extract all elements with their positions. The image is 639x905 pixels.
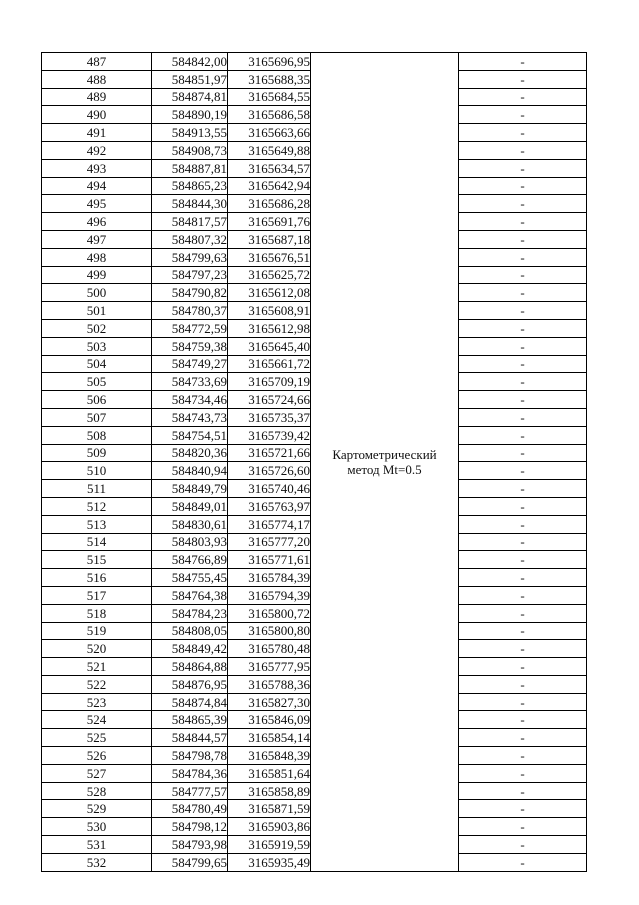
note-cell: - bbox=[459, 195, 587, 213]
note-cell: - bbox=[459, 533, 587, 551]
y-coordinate-cell: 3165784,39 bbox=[228, 569, 311, 587]
note-cell: - bbox=[459, 373, 587, 391]
point-number-cell: 518 bbox=[42, 604, 152, 622]
point-number-cell: 520 bbox=[42, 640, 152, 658]
x-coordinate-cell: 584764,38 bbox=[152, 586, 228, 604]
y-coordinate-cell: 3165854,14 bbox=[228, 729, 311, 747]
point-number-cell: 494 bbox=[42, 177, 152, 195]
x-coordinate-cell: 584807,32 bbox=[152, 230, 228, 248]
point-number-cell: 519 bbox=[42, 622, 152, 640]
y-coordinate-cell: 3165780,48 bbox=[228, 640, 311, 658]
note-cell: - bbox=[459, 141, 587, 159]
note-cell: - bbox=[459, 658, 587, 676]
x-coordinate-cell: 584798,78 bbox=[152, 747, 228, 765]
x-coordinate-cell: 584817,57 bbox=[152, 213, 228, 231]
point-number-cell: 490 bbox=[42, 106, 152, 124]
point-number-cell: 502 bbox=[42, 319, 152, 337]
x-coordinate-cell: 584820,36 bbox=[152, 444, 228, 462]
y-coordinate-cell: 3165726,60 bbox=[228, 462, 311, 480]
point-number-cell: 495 bbox=[42, 195, 152, 213]
x-coordinate-cell: 584799,65 bbox=[152, 853, 228, 871]
y-coordinate-cell: 3165691,76 bbox=[228, 213, 311, 231]
x-coordinate-cell: 584808,05 bbox=[152, 622, 228, 640]
point-number-cell: 496 bbox=[42, 213, 152, 231]
note-cell: - bbox=[459, 391, 587, 409]
x-coordinate-cell: 584840,94 bbox=[152, 462, 228, 480]
y-coordinate-cell: 3165935,49 bbox=[228, 853, 311, 871]
x-coordinate-cell: 584874,84 bbox=[152, 693, 228, 711]
y-coordinate-cell: 3165858,89 bbox=[228, 782, 311, 800]
point-number-cell: 521 bbox=[42, 658, 152, 676]
point-number-cell: 526 bbox=[42, 747, 152, 765]
point-number-cell: 488 bbox=[42, 70, 152, 88]
point-number-cell: 497 bbox=[42, 230, 152, 248]
point-number-cell: 532 bbox=[42, 853, 152, 871]
x-coordinate-cell: 584793,98 bbox=[152, 836, 228, 854]
y-coordinate-cell: 3165788,36 bbox=[228, 675, 311, 693]
point-number-cell: 529 bbox=[42, 800, 152, 818]
point-number-cell: 501 bbox=[42, 302, 152, 320]
note-cell: - bbox=[459, 124, 587, 142]
y-coordinate-cell: 3165777,95 bbox=[228, 658, 311, 676]
x-coordinate-cell: 584803,93 bbox=[152, 533, 228, 551]
x-coordinate-cell: 584844,30 bbox=[152, 195, 228, 213]
note-cell: - bbox=[459, 711, 587, 729]
x-coordinate-cell: 584799,63 bbox=[152, 248, 228, 266]
point-number-cell: 487 bbox=[42, 53, 152, 71]
x-coordinate-cell: 584876,95 bbox=[152, 675, 228, 693]
note-cell: - bbox=[459, 248, 587, 266]
note-cell: - bbox=[459, 70, 587, 88]
x-coordinate-cell: 584743,73 bbox=[152, 408, 228, 426]
x-coordinate-cell: 584784,36 bbox=[152, 764, 228, 782]
note-cell: - bbox=[459, 408, 587, 426]
y-coordinate-cell: 3165663,66 bbox=[228, 124, 311, 142]
y-coordinate-cell: 3165735,37 bbox=[228, 408, 311, 426]
point-number-cell: 511 bbox=[42, 480, 152, 498]
x-coordinate-cell: 584790,82 bbox=[152, 284, 228, 302]
note-cell: - bbox=[459, 675, 587, 693]
note-cell: - bbox=[459, 444, 587, 462]
note-cell: - bbox=[459, 53, 587, 71]
point-number-cell: 504 bbox=[42, 355, 152, 373]
y-coordinate-cell: 3165661,72 bbox=[228, 355, 311, 373]
x-coordinate-cell: 584874,81 bbox=[152, 88, 228, 106]
point-number-cell: 525 bbox=[42, 729, 152, 747]
note-cell: - bbox=[459, 604, 587, 622]
x-coordinate-cell: 584864,88 bbox=[152, 658, 228, 676]
y-coordinate-cell: 3165919,59 bbox=[228, 836, 311, 854]
point-number-cell: 514 bbox=[42, 533, 152, 551]
note-cell: - bbox=[459, 319, 587, 337]
x-coordinate-cell: 584749,27 bbox=[152, 355, 228, 373]
y-coordinate-cell: 3165800,80 bbox=[228, 622, 311, 640]
y-coordinate-cell: 3165739,42 bbox=[228, 426, 311, 444]
y-coordinate-cell: 3165709,19 bbox=[228, 373, 311, 391]
y-coordinate-cell: 3165848,39 bbox=[228, 747, 311, 765]
x-coordinate-cell: 584777,57 bbox=[152, 782, 228, 800]
y-coordinate-cell: 3165625,72 bbox=[228, 266, 311, 284]
x-coordinate-cell: 584830,61 bbox=[152, 515, 228, 533]
note-cell: - bbox=[459, 462, 587, 480]
y-coordinate-cell: 3165696,95 bbox=[228, 53, 311, 71]
x-coordinate-cell: 584766,89 bbox=[152, 551, 228, 569]
coordinates-table-body bbox=[42, 53, 587, 872]
point-number-cell: 510 bbox=[42, 462, 152, 480]
point-number-cell: 513 bbox=[42, 515, 152, 533]
point-number-cell: 517 bbox=[42, 586, 152, 604]
note-cell: - bbox=[459, 764, 587, 782]
note-cell: - bbox=[459, 266, 587, 284]
note-cell: - bbox=[459, 88, 587, 106]
point-number-cell: 508 bbox=[42, 426, 152, 444]
x-coordinate-cell: 584844,57 bbox=[152, 729, 228, 747]
x-coordinate-cell: 584772,59 bbox=[152, 319, 228, 337]
x-coordinate-cell: 584733,69 bbox=[152, 373, 228, 391]
y-coordinate-cell: 3165687,18 bbox=[228, 230, 311, 248]
note-cell: - bbox=[459, 586, 587, 604]
point-number-cell: 509 bbox=[42, 444, 152, 462]
x-coordinate-cell: 584908,73 bbox=[152, 141, 228, 159]
note-cell: - bbox=[459, 818, 587, 836]
note-cell: - bbox=[459, 729, 587, 747]
y-coordinate-cell: 3165774,17 bbox=[228, 515, 311, 533]
point-number-cell: 527 bbox=[42, 764, 152, 782]
point-number-cell: 500 bbox=[42, 284, 152, 302]
point-number-cell: 506 bbox=[42, 391, 152, 409]
x-coordinate-cell: 584849,42 bbox=[152, 640, 228, 658]
note-cell: - bbox=[459, 302, 587, 320]
note-cell: - bbox=[459, 177, 587, 195]
y-coordinate-cell: 3165612,08 bbox=[228, 284, 311, 302]
point-number-cell: 523 bbox=[42, 693, 152, 711]
note-cell: - bbox=[459, 337, 587, 355]
note-cell: - bbox=[459, 480, 587, 498]
note-cell: - bbox=[459, 551, 587, 569]
y-coordinate-cell: 3165608,91 bbox=[228, 302, 311, 320]
note-cell: - bbox=[459, 640, 587, 658]
note-cell: - bbox=[459, 284, 587, 302]
point-number-cell: 507 bbox=[42, 408, 152, 426]
y-coordinate-cell: 3165851,64 bbox=[228, 764, 311, 782]
method-label-line2: метод Mt=0.5 bbox=[347, 461, 422, 477]
point-number-cell: 499 bbox=[42, 266, 152, 284]
y-coordinate-cell: 3165763,97 bbox=[228, 497, 311, 515]
note-cell: - bbox=[459, 693, 587, 711]
point-number-cell: 515 bbox=[42, 551, 152, 569]
x-coordinate-cell: 584759,38 bbox=[152, 337, 228, 355]
note-cell: - bbox=[459, 497, 587, 515]
x-coordinate-cell: 584798,12 bbox=[152, 818, 228, 836]
note-cell: - bbox=[459, 159, 587, 177]
point-number-cell: 528 bbox=[42, 782, 152, 800]
x-coordinate-cell: 584890,19 bbox=[152, 106, 228, 124]
point-number-cell: 489 bbox=[42, 88, 152, 106]
y-coordinate-cell: 3165771,61 bbox=[228, 551, 311, 569]
note-cell: - bbox=[459, 853, 587, 871]
point-number-cell: 530 bbox=[42, 818, 152, 836]
note-cell: - bbox=[459, 426, 587, 444]
y-coordinate-cell: 3165676,51 bbox=[228, 248, 311, 266]
y-coordinate-cell: 3165777,20 bbox=[228, 533, 311, 551]
note-cell: - bbox=[459, 800, 587, 818]
point-number-cell: 505 bbox=[42, 373, 152, 391]
x-coordinate-cell: 584849,79 bbox=[152, 480, 228, 498]
y-coordinate-cell: 3165740,46 bbox=[228, 480, 311, 498]
note-cell: - bbox=[459, 213, 587, 231]
x-coordinate-cell: 584842,00 bbox=[152, 53, 228, 71]
point-number-cell: 524 bbox=[42, 711, 152, 729]
x-coordinate-cell: 584849,01 bbox=[152, 497, 228, 515]
point-number-cell: 503 bbox=[42, 337, 152, 355]
y-coordinate-cell: 3165686,58 bbox=[228, 106, 311, 124]
y-coordinate-cell: 3165846,09 bbox=[228, 711, 311, 729]
y-coordinate-cell: 3165649,88 bbox=[228, 141, 311, 159]
point-number-cell: 531 bbox=[42, 836, 152, 854]
y-coordinate-cell: 3165686,28 bbox=[228, 195, 311, 213]
point-number-cell: 522 bbox=[42, 675, 152, 693]
note-cell: - bbox=[459, 569, 587, 587]
y-coordinate-cell: 3165612,98 bbox=[228, 319, 311, 337]
x-coordinate-cell: 584784,23 bbox=[152, 604, 228, 622]
x-coordinate-cell: 584754,51 bbox=[152, 426, 228, 444]
point-number-cell: 498 bbox=[42, 248, 152, 266]
y-coordinate-cell: 3165800,72 bbox=[228, 604, 311, 622]
y-coordinate-cell: 3165871,59 bbox=[228, 800, 311, 818]
y-coordinate-cell: 3165903,86 bbox=[228, 818, 311, 836]
point-number-cell: 516 bbox=[42, 569, 152, 587]
y-coordinate-cell: 3165724,66 bbox=[228, 391, 311, 409]
point-number-cell: 512 bbox=[42, 497, 152, 515]
x-coordinate-cell: 584865,39 bbox=[152, 711, 228, 729]
y-coordinate-cell: 3165688,35 bbox=[228, 70, 311, 88]
note-cell: - bbox=[459, 106, 587, 124]
y-coordinate-cell: 3165827,30 bbox=[228, 693, 311, 711]
table-row bbox=[42, 53, 587, 71]
y-coordinate-cell: 3165721,66 bbox=[228, 444, 311, 462]
note-cell: - bbox=[459, 747, 587, 765]
y-coordinate-cell: 3165645,40 bbox=[228, 337, 311, 355]
y-coordinate-cell: 3165642,94 bbox=[228, 177, 311, 195]
note-cell: - bbox=[459, 622, 587, 640]
note-cell: - bbox=[459, 355, 587, 373]
x-coordinate-cell: 584851,97 bbox=[152, 70, 228, 88]
y-coordinate-cell: 3165684,55 bbox=[228, 88, 311, 106]
x-coordinate-cell: 584913,55 bbox=[152, 124, 228, 142]
note-cell: - bbox=[459, 836, 587, 854]
x-coordinate-cell: 584780,37 bbox=[152, 302, 228, 320]
x-coordinate-cell: 584755,45 bbox=[152, 569, 228, 587]
x-coordinate-cell: 584887,81 bbox=[152, 159, 228, 177]
point-number-cell: 493 bbox=[42, 159, 152, 177]
x-coordinate-cell: 584780,49 bbox=[152, 800, 228, 818]
coordinates-table bbox=[41, 52, 587, 872]
note-cell: - bbox=[459, 515, 587, 533]
x-coordinate-cell: 584865,23 bbox=[152, 177, 228, 195]
y-coordinate-cell: 3165634,57 bbox=[228, 159, 311, 177]
note-cell: - bbox=[459, 782, 587, 800]
note-cell: - bbox=[459, 230, 587, 248]
x-coordinate-cell: 584734,46 bbox=[152, 391, 228, 409]
x-coordinate-cell: 584797,23 bbox=[152, 266, 228, 284]
y-coordinate-cell: 3165794,39 bbox=[228, 586, 311, 604]
method-label-line1: Картометрический bbox=[332, 446, 437, 462]
point-number-cell: 491 bbox=[42, 124, 152, 142]
method-cell bbox=[311, 53, 459, 872]
point-number-cell: 492 bbox=[42, 141, 152, 159]
